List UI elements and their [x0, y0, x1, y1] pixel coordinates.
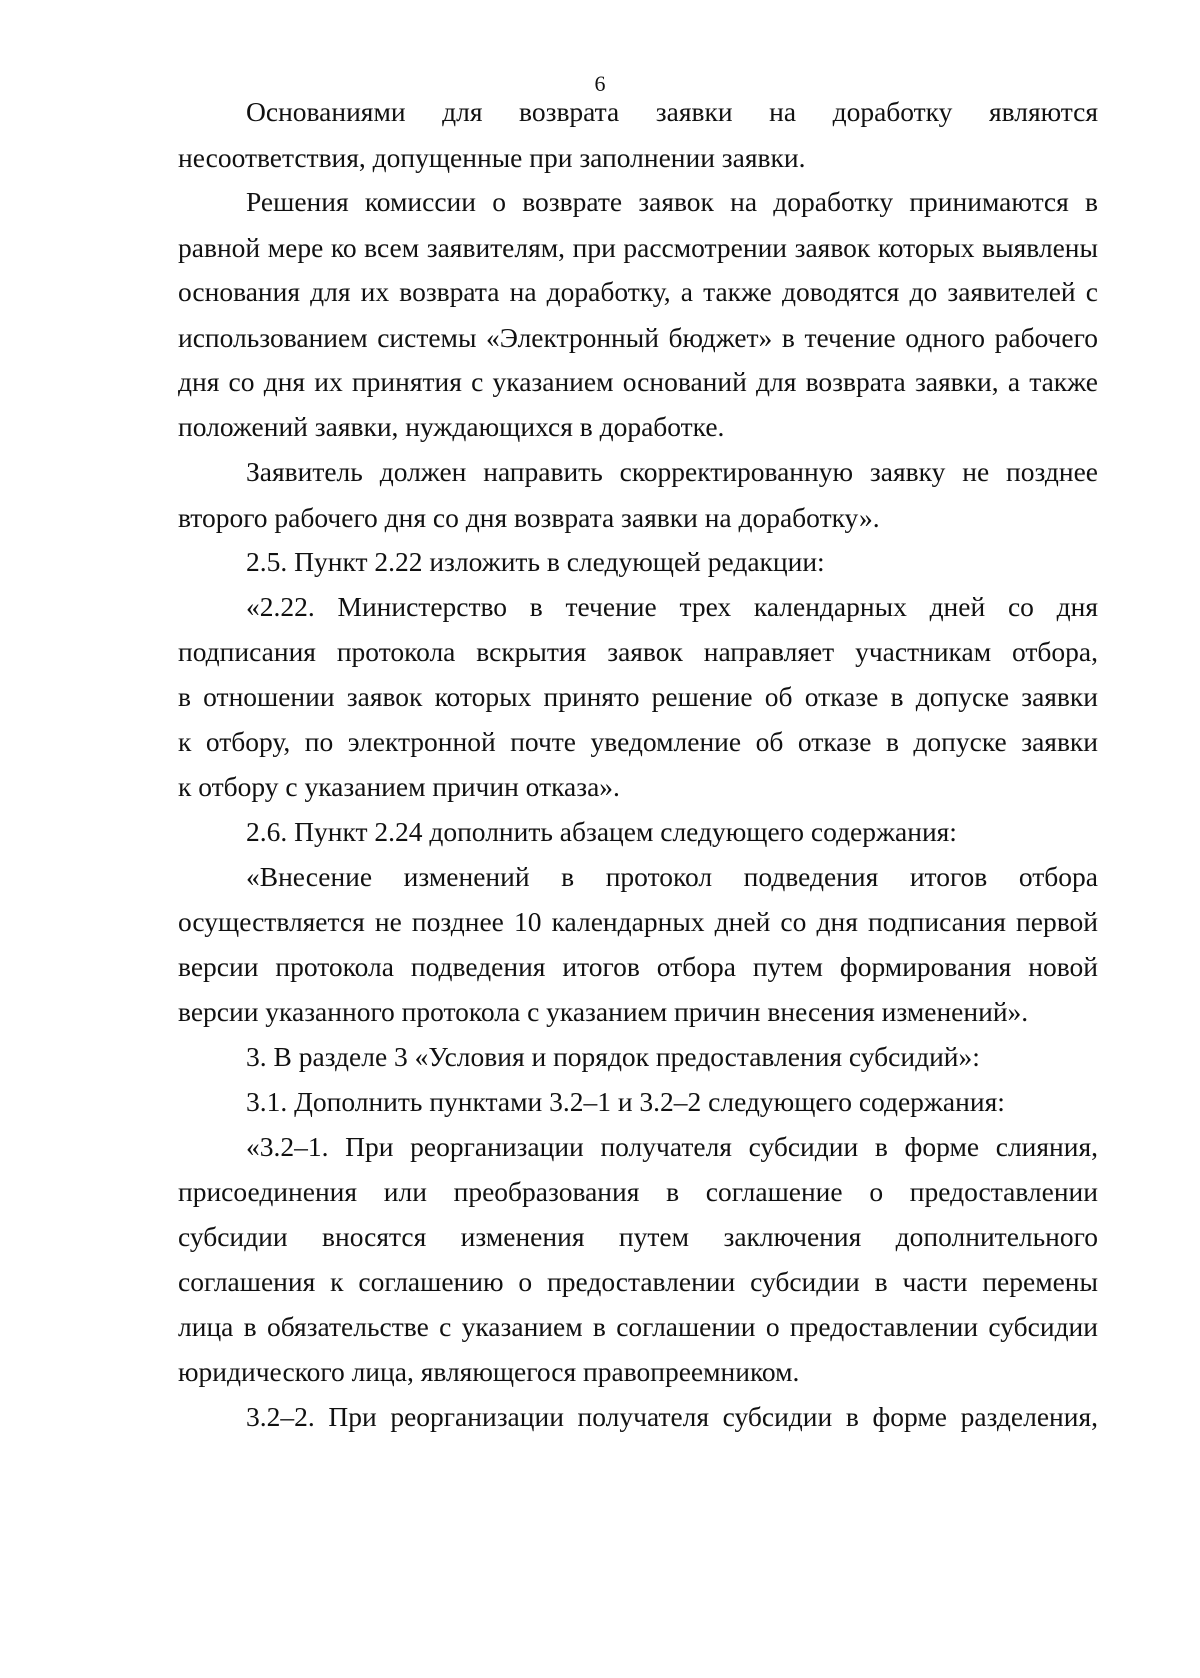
text-line: 2.6. Пункт 2.24 дополнить абзацем следующего содержания: [246, 816, 957, 847]
text-line: второго рабочего дня со дня возврата заявки на доработку». [178, 502, 880, 533]
text-line: субсидии вносятся изменения путем заключения дополнительного [178, 1221, 1098, 1252]
text-line: соглашения к соглашению о предоставлении субсидии в части перемены [178, 1266, 1098, 1297]
text-line: в отношении заявок которых принято решение об отказе в допуске заявки [178, 681, 1098, 712]
text-line: к отбору с указанием причин отказа». [178, 771, 620, 802]
text-line: присоединения или преобразования в соглашение о предоставлении [178, 1176, 1098, 1207]
text-line: равной мере ко всем заявителям, при рассмотрении заявок которых выявлены [178, 232, 1098, 263]
text-line: 3.1. Дополнить пунктами 3.2–1 и 3.2–2 следующего содержания: [246, 1086, 1005, 1117]
text-line: положений заявки, нуждающихся в доработке. [178, 411, 725, 442]
text-line: 3. В разделе 3 «Условия и порядок предоставления субсидий»: [246, 1041, 980, 1072]
text-line: Решения комиссии о возврате заявок на доработку принимаются в [246, 186, 1098, 217]
text-line: юридического лица, являющегося правопреемником. [178, 1356, 800, 1387]
text-line: «3.2–1. При реорганизации получателя субсидии в форме слияния, [246, 1131, 1098, 1162]
text-line: к отбору, по электронной почте уведомление об отказе в допуске заявки [178, 726, 1098, 757]
text-line: подписания протокола вскрытия заявок направляет участникам отбора, [178, 636, 1098, 667]
text-line: Заявитель должен направить скорректированную заявку не позднее [246, 456, 1098, 487]
text-line: использованием системы «Электронный бюджет» в течение одного рабочего [178, 322, 1098, 353]
text-line: основания для их возврата на доработку, а также доводятся до заявителей с [178, 276, 1098, 307]
text-line: версии протокола подведения итогов отбора путем формирования новой [178, 951, 1098, 982]
text-line: несоответствия, допущенные при заполнении заявки. [178, 142, 806, 173]
text-line: лица в обязательстве с указанием в соглашении о предоставлении субсидии [178, 1311, 1098, 1342]
text-line: 2.5. Пункт 2.22 изложить в следующей редакции: [246, 546, 825, 577]
text-line: «Внесение изменений в протокол подведения итогов отбора [246, 861, 1098, 892]
text-line: Основаниями для возврата заявки на доработку являются [246, 96, 1098, 127]
text-line: 3.2–2. При реорганизации получателя субсидии в форме разделения, [246, 1401, 1098, 1432]
text-line: осуществляется не позднее 10 календарных дней со дня подписания первой [178, 906, 1098, 937]
text-line: дня со дня их принятия с указанием оснований для возврата заявки, а также [178, 366, 1098, 397]
text-line: версии указанного протокола с указанием причин внесения изменений». [178, 996, 1029, 1027]
text-line: «2.22. Министерство в течение трех календарных дней со дня [246, 591, 1098, 622]
page-number: 6 [594, 71, 606, 96]
